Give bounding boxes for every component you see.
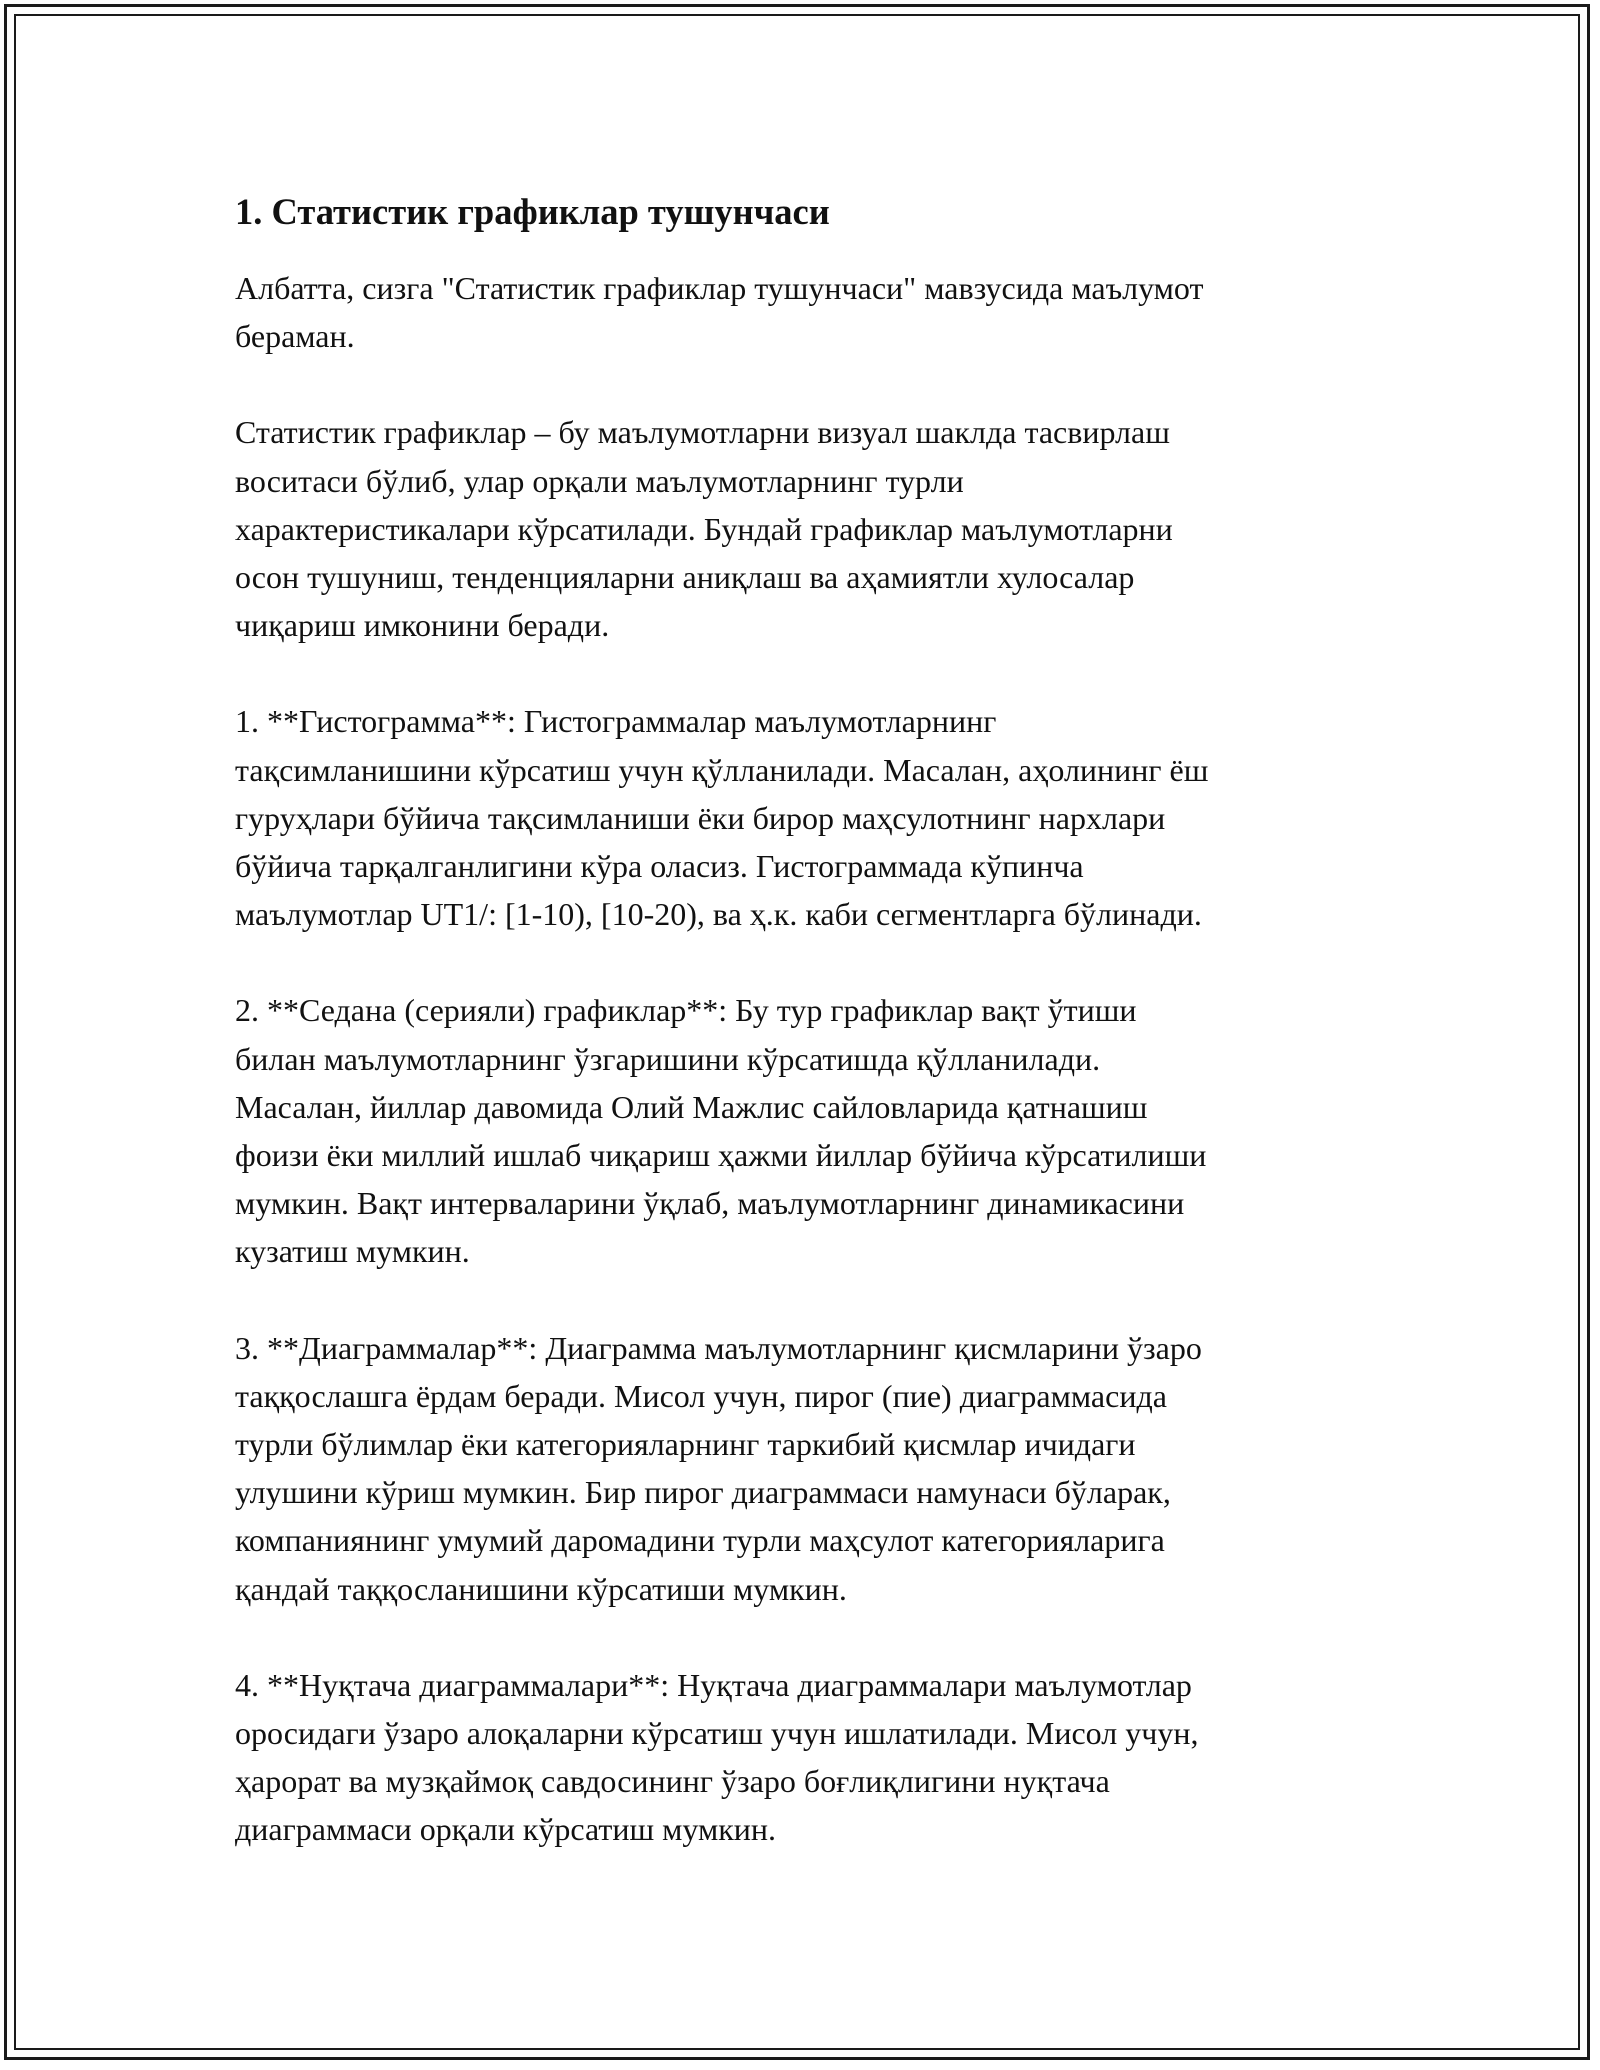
- document-heading: 1. Статистик графиклар тушунчаси: [235, 191, 830, 232]
- text-line: тақсимланишини кўрсатиш учун қўлланилади. Масалан, аҳолининг ёш: [235, 751, 1209, 788]
- text-line: бўйича тарқалганлигини кўра оласиз. Гистограммада кўпинча: [235, 848, 1084, 885]
- text-line: оросидаги ўзаро алоқаларни кўрсатиш учун ишлатилади. Мисол учун,: [235, 1715, 1199, 1752]
- document-body: [235, 188, 1365, 1902]
- text-line: Масалан, йиллар давомида Олий Мажлис сайловларида қатнашиш: [235, 1088, 1148, 1125]
- text-line: 1. **Гистограмма**: Гистограммалар маълумотларнинг: [235, 703, 997, 740]
- paragraph-histogram: [235, 697, 1365, 938]
- text-line: диаграммаси орқали кўрсатиш мумкин.: [235, 1811, 777, 1848]
- paragraph-diagrams: [235, 1324, 1365, 1613]
- text-line: Албатта, сизга "Статистик графиклар тушунчаси" мавзусида маълумот: [235, 270, 1204, 306]
- text-line: маълумотлар UT1/: [1-10), [10-20), ва ҳ.к. каби сегментларга бўлинади.: [235, 896, 1202, 933]
- text-line: воситаси бўлиб, улар орқали маълумотларнинг турли: [235, 462, 964, 499]
- text-line: фоизи ёки миллий ишлаб чиқариш ҳажми йиллар бўйича кўрсатилиши: [235, 1137, 1207, 1174]
- text-line: бераман.: [235, 318, 355, 355]
- text-line: кузатиш мумкин.: [235, 1233, 470, 1270]
- text-line: 4. **Нуқтача диаграммалари**: Нуқтача диаграммалари маълумотлар: [235, 1666, 1192, 1703]
- text-line: чиқариш имконини беради.: [235, 607, 610, 644]
- text-line: характеристикалари кўрсатилади. Бундай графиклар маълумотларни: [235, 510, 1173, 547]
- text-line: 3. **Диаграммалар**: Диаграмма маълумотларнинг қисмларини ўзаро: [235, 1329, 1202, 1366]
- paragraph-series-charts: [235, 986, 1365, 1275]
- text-line: 2. **Седана (серияли) графиклар**: Бу тур графиклар вақт ўтиши: [235, 992, 1137, 1029]
- text-line: Статистик графиклар – бу маълумотларни визуал шаклда тасвирлаш: [235, 414, 1170, 451]
- text-line: осон тушуниш, тенденцияларни аниқлаш ва аҳамиятли хулосалар: [235, 559, 1135, 596]
- text-line: гуруҳлари бўйича тақсимланиши ёки бирор маҳсулотнинг нархлари: [235, 799, 1166, 836]
- paragraph-intro: [235, 264, 1365, 360]
- paragraph-definition: [235, 408, 1365, 649]
- text-line: билан маълумотларнинг ўзгаришини кўрсатишда қўлланилади.: [235, 1040, 1101, 1077]
- paragraph-scatter-diagrams: [235, 1661, 1365, 1854]
- text-line: улушини кўриш мумкин. Бир пирог диаграммаси намунаси бўларак,: [235, 1474, 1171, 1511]
- text-line: ҳарорат ва музқаймоқ савдосининг ўзаро боғлиқлигини нуқтача: [235, 1763, 1110, 1800]
- text-line: мумкин. Вақт интервaлapини ўқлаб, маълумотларнинг динамикасини: [235, 1185, 1185, 1222]
- text-line: турли бўлимлар ёки категорияларнинг таркибий қисмлар ичидаги: [235, 1426, 1136, 1463]
- text-line: қандай таққосланишини кўрсатиши мумкин.: [235, 1570, 847, 1607]
- text-line: компаниянинг умумий даромадини турли маҳсулот категорияларига: [235, 1522, 1165, 1559]
- text-line: таққослашга ёрдам беради. Мисол учун, пирог (пие) диаграммасида: [235, 1377, 1167, 1414]
